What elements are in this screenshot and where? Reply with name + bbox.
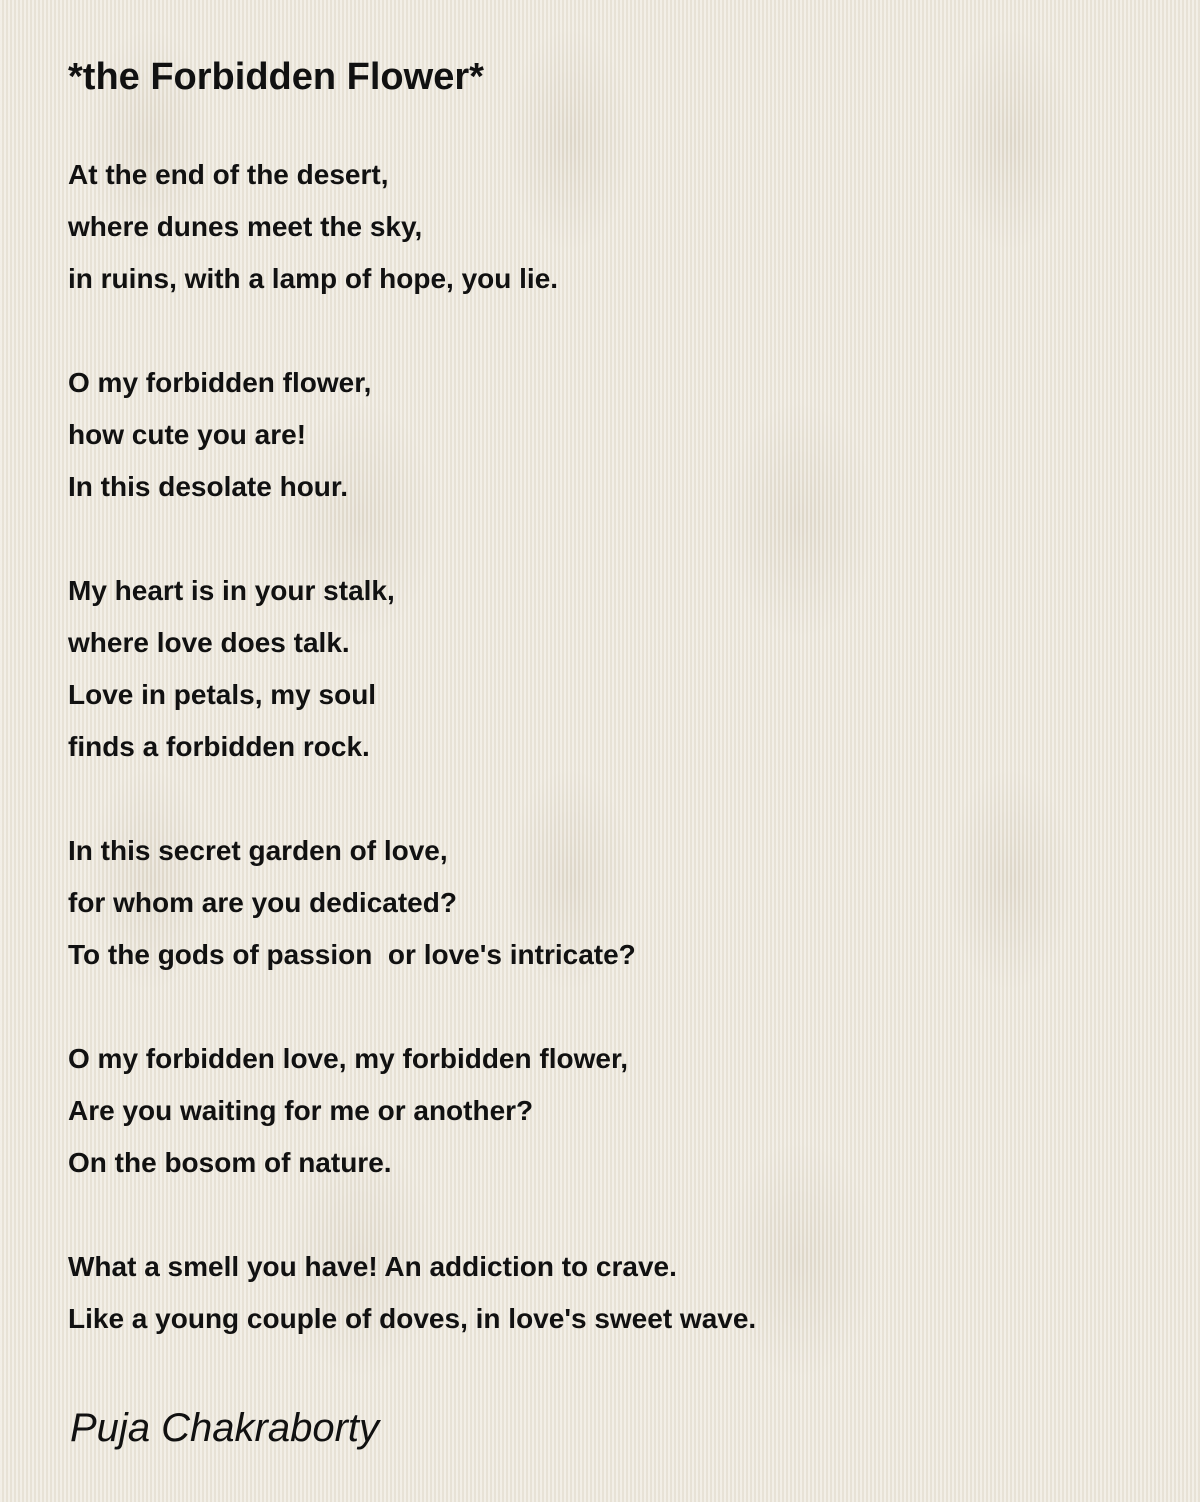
stanza-1 <box>68 149 1148 305</box>
poem-line: for whom are you dedicated? <box>68 887 457 918</box>
poem-line: O my forbidden flower, <box>68 367 372 398</box>
poem-line: Are you waiting for me or another? <box>68 1095 534 1126</box>
poem-line: where love does talk. <box>68 627 350 658</box>
poem-line: Like a young couple of doves, in love's sweet wave. <box>68 1303 757 1334</box>
poem-line: At the end of the desert, <box>68 159 389 190</box>
poem-body <box>68 149 1148 1397</box>
poem-line: finds a forbidden rock. <box>68 731 370 762</box>
stanza-2 <box>68 357 1148 513</box>
poem-line: In this secret garden of love, <box>68 835 448 866</box>
poem-line: O my forbidden love, my forbidden flower, <box>68 1043 629 1074</box>
poem-line: where dunes meet the sky, <box>68 211 423 242</box>
poem-line: in ruins, with a lamp of hope, you lie. <box>68 263 559 294</box>
stanza-3 <box>68 565 1148 773</box>
stanza-6 <box>68 1241 1148 1345</box>
stanza-4 <box>68 825 1148 981</box>
poem-line: On the bosom of nature. <box>68 1147 392 1178</box>
poem-title: *the Forbidden Flower* <box>68 56 484 98</box>
poem-line: To the gods of passion or love's intricate? <box>68 939 636 970</box>
poem-author: Puja Chakraborty <box>70 1406 380 1450</box>
poem-line: how cute you are! <box>68 419 307 450</box>
poem-line: Love in petals, my soul <box>68 679 377 710</box>
poem-line: In this desolate hour. <box>68 471 349 502</box>
stanza-5 <box>68 1033 1148 1189</box>
poem-line: What a smell you have! An addiction to crave. <box>68 1251 677 1282</box>
poem-line: My heart is in your stalk, <box>68 575 395 606</box>
